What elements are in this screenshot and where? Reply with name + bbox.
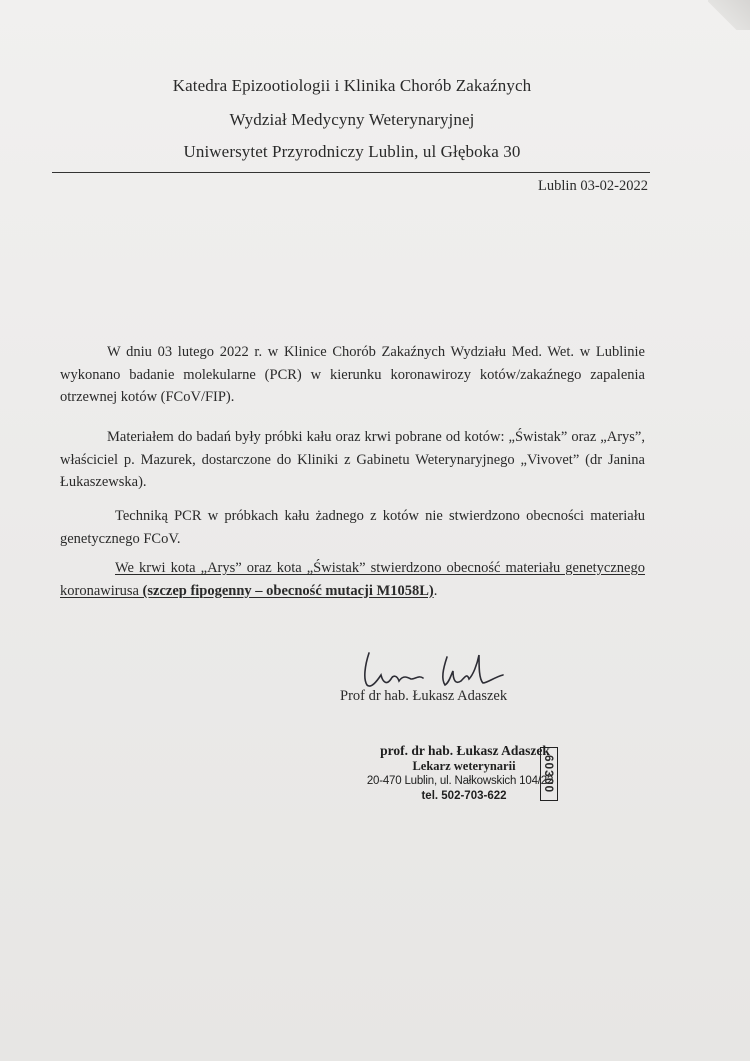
paragraph-4-text: We krwi kota „Arys” oraz kota „Świstak” stwierdzono obecność materiału genetycznego koronawirusa	[60, 560, 645, 599]
stamp-phone: tel. 502-703-622	[421, 790, 507, 802]
page-fold	[708, 0, 750, 30]
paragraph-1: W dniu 03 lutego 2022 r. w Klinice Chorób Zakaźnych Wydziału Med. Wet. w Lublinie wykonano badanie molekularne (PCR) w kierunku koronawirozy kotów/zakaźnego zapalenia otrzewnej kotów (FCoV/FIP).	[60, 344, 645, 405]
paragraph-3: Techniką PCR w próbkach kału żadnego z kotów nie stwierdzono obecności materiału genetycznego FCoV.	[60, 508, 645, 547]
header-department: Katedra Epizootiologii i Klinika Chorób Zakaźnych	[172, 76, 532, 95]
stamp-license-number	[540, 747, 558, 801]
document-date: Lublin 03-02-2022	[538, 178, 648, 194]
signatory-name: Prof dr hab. Łukasz Adaszek	[340, 688, 508, 704]
official-stamp	[360, 743, 560, 804]
header-university: Uniwersytet Przyrodniczy Lublin, ul Głęboka 30	[183, 142, 521, 161]
stamp-title: Lekarz weterynarii	[412, 759, 516, 773]
header-divider	[52, 172, 650, 173]
paragraph-4-result: (szczep fipogenny – obecność mutacji M1058L)	[142, 582, 434, 599]
stamp-name: prof. dr hab. Łukasz Adaszek	[380, 743, 550, 758]
stamp-number-text: 60300	[542, 754, 556, 794]
paragraph-4-end: .	[433, 582, 438, 599]
paragraph-4	[60, 557, 645, 602]
paragraph-2: Materiałem do badań były próbki kału oraz krwi pobrane od kotów: „Świstak” oraz „Arys”, właściciel p. Mazurek, dostarczone do Kliniki z Gabinetu Weterynaryjnego „Vivovet” (dr Janina Łukaszewska).	[60, 429, 645, 490]
stamp-address: 20-470 Lublin, ul. Nałkowskich 104/22	[366, 775, 554, 787]
header-faculty: Wydział Medycyny Weterynaryjnej	[229, 110, 475, 129]
